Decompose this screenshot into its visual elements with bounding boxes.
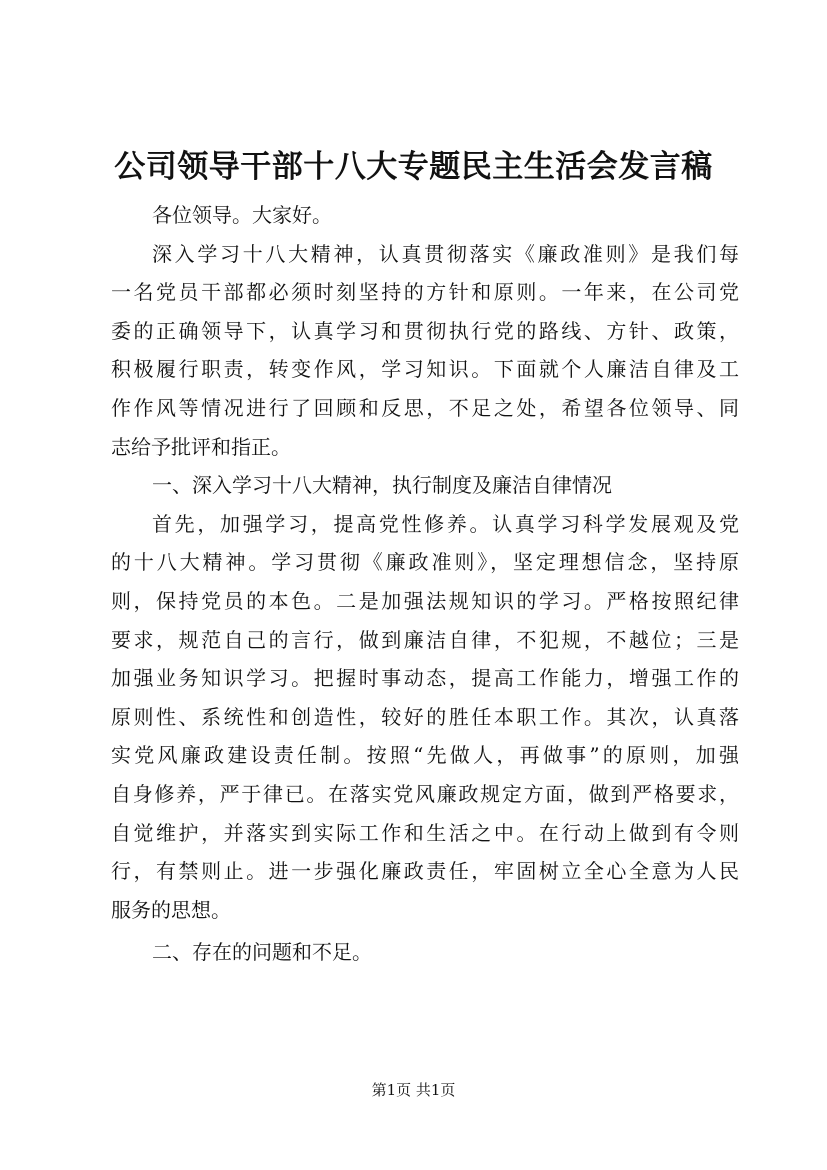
paragraph-line: 自觉维护，并落实到实际工作和生活之中。在行动上做到有令则 [111,820,739,845]
paragraph-line: 加强业务知识学习。把握时事动态，提高工作能力，增强工作的 [111,666,739,691]
document-body [111,196,739,972]
document-title: 公司领导干部十八大专题民主生活会发言稿 [114,149,713,185]
paragraph-line: 积极履行职责，转变作风，学习知识。下面就个人廉洁自律及工 [111,357,739,382]
paragraph-line: 首先，加强学习，提高党性修养。认真学习科学发展观及党 [152,511,739,536]
paragraph-line: 服务的思想。 [111,897,231,922]
paragraph-line: 则，保持党员的本色。二是加强法规知识的学习。严格按照纪律 [111,588,739,613]
paragraph-line: 原则性、系统性和创造性，较好的胜任本职工作。其次，认真落 [111,704,739,729]
paragraph-line: 作作风等情况进行了回顾和反思，不足之处，希望各位领导、同 [111,395,739,420]
paragraph-line: 行，有禁则止。进一步强化廉政责任，牢固树立全心全意为人民 [111,859,739,884]
paragraph-line: 委的正确领导下，认真学习和贯彻执行党的路线、方针、政策， [111,318,739,343]
paragraph-line: 一名党员干部都必须时刻坚持的方针和原则。一年来，在公司党 [111,280,739,305]
section-heading-1: 一、深入学习十八大精神，执行制度及廉洁自律情况 [152,473,612,498]
paragraph-line: 深入学习十八大精神，认真贯彻落实《廉政准则》是我们每 [152,241,739,266]
section-heading-2: 二、存在的问题和不足。 [152,940,372,965]
paragraph-line: 志给予批评和指正。 [111,434,291,459]
page-number-footer: 第1页 共1页 [371,1081,456,1099]
greeting-line: 各位领导。大家好。 [152,203,332,227]
paragraph-line: 实党风廉政建设责任制。按照“先做人，再做事”的原则，加强 [111,743,739,768]
paragraph-line: 的十八大精神。学习贯彻《廉政准则》，坚定理想信念，坚持原 [111,550,739,575]
paragraph-line: 要求，规范自己的言行，做到廉洁自律，不犯规，不越位；三是 [111,627,739,652]
paragraph-line: 自身修养，严于律已。在落实党风廉政规定方面，做到严格要求， [111,781,739,806]
